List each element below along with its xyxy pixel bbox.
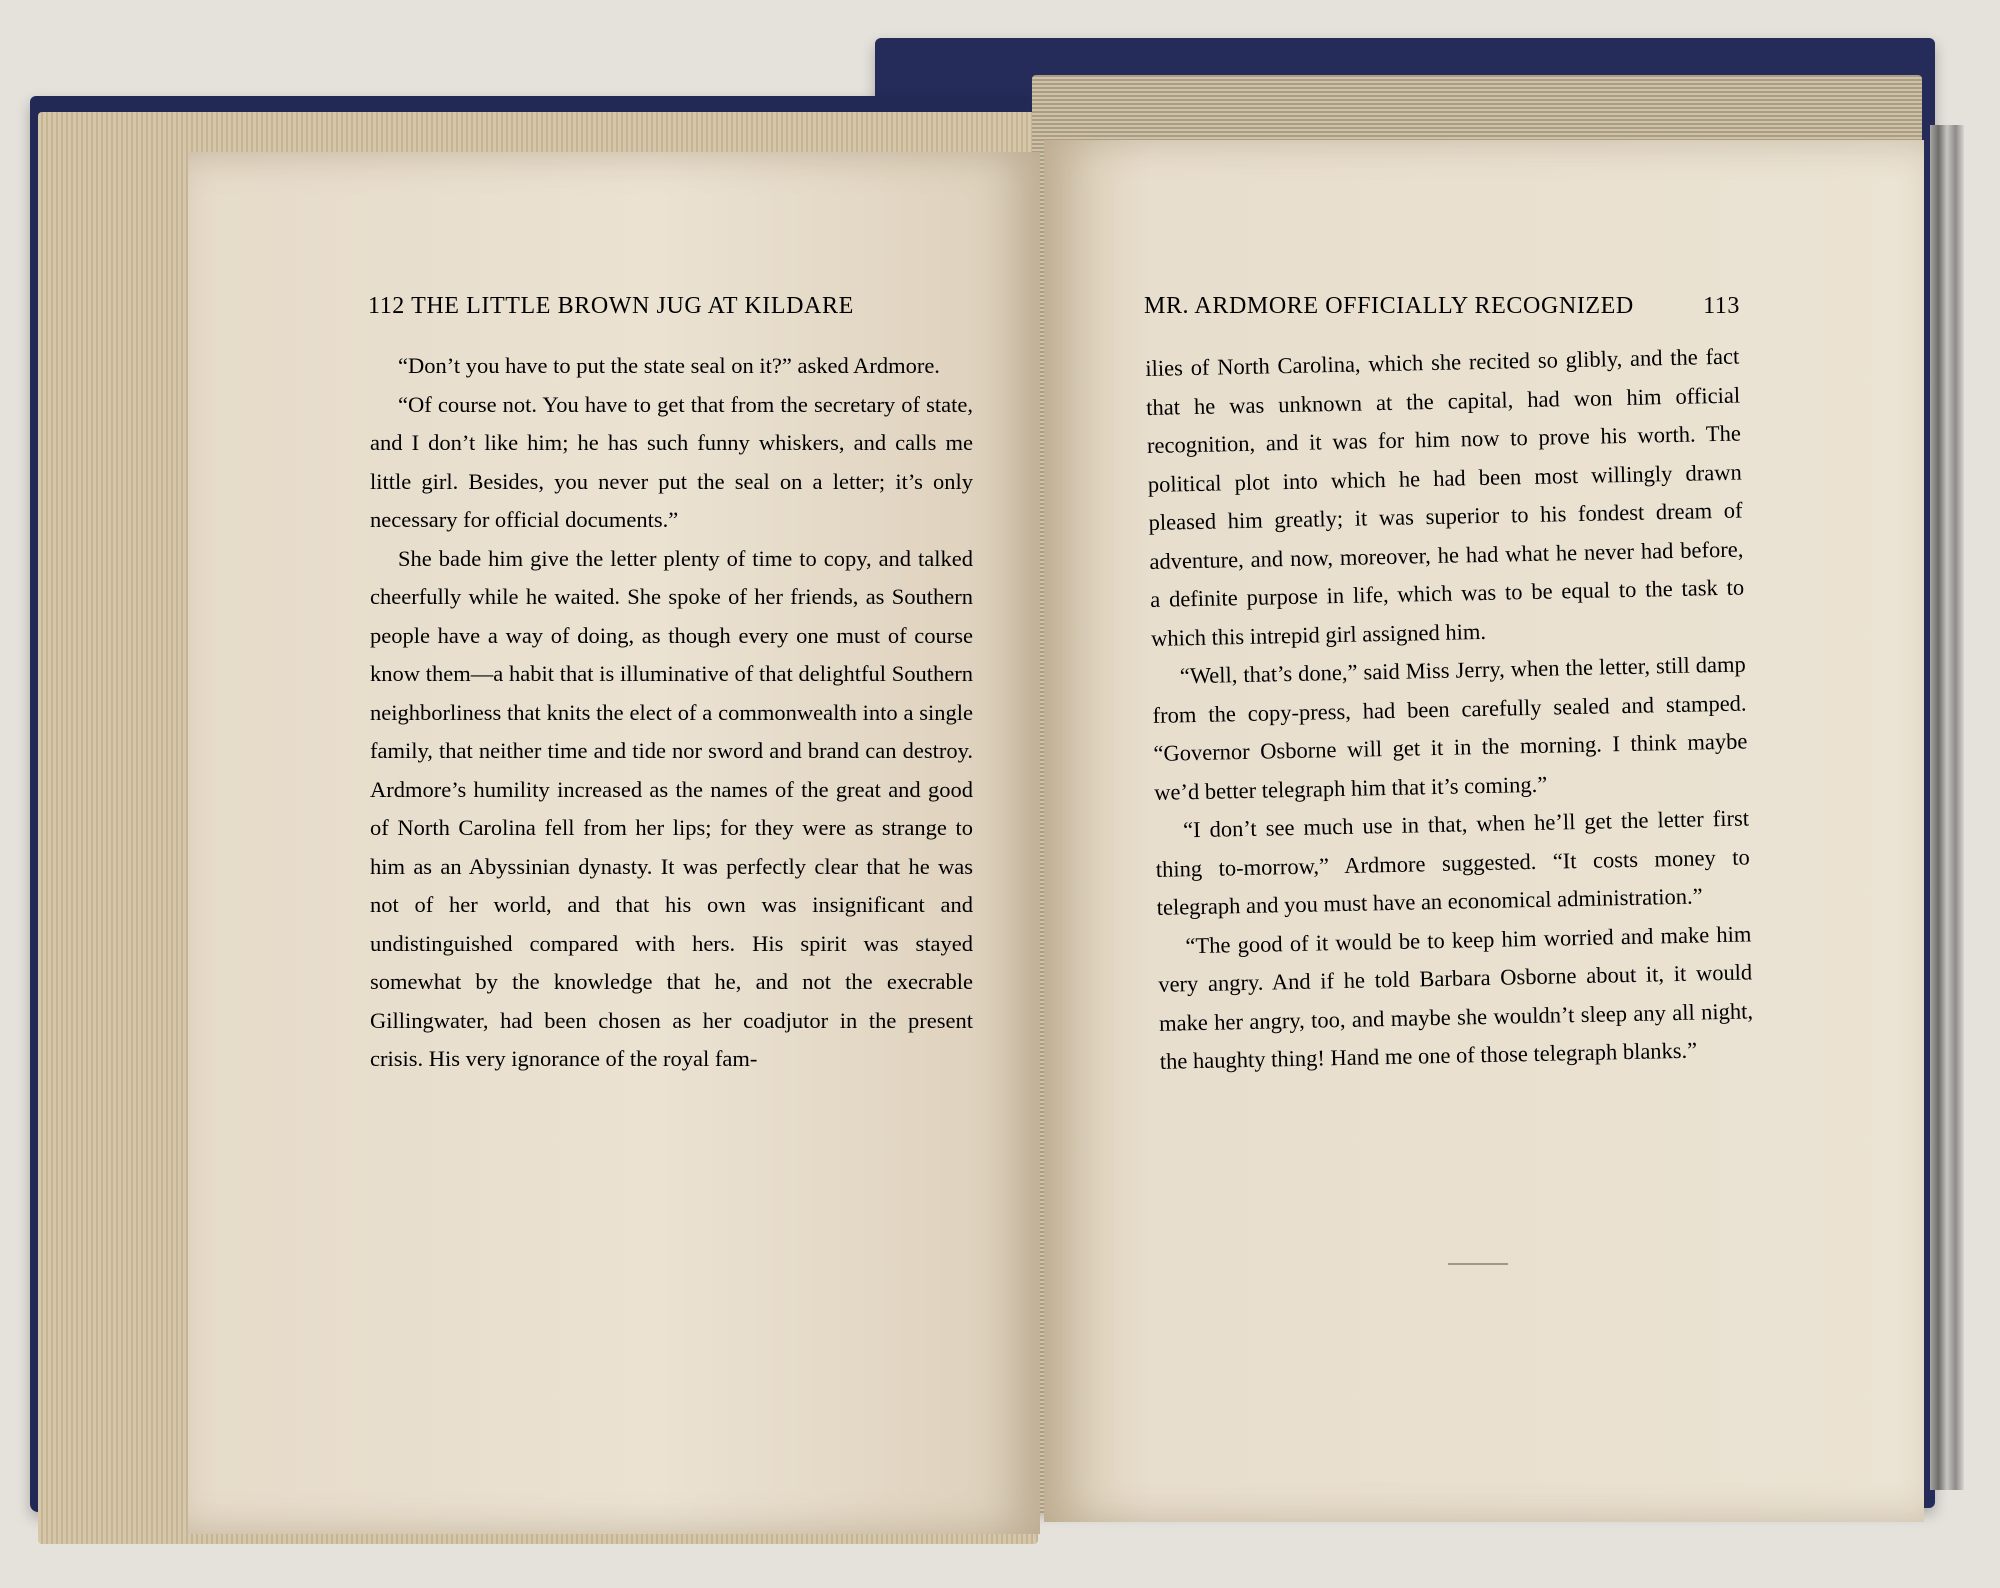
- right-running-header: [1144, 293, 1740, 320]
- left-page-text: [370, 347, 973, 1079]
- right-page-number: 113: [1703, 293, 1740, 319]
- right-page-text: [1145, 338, 1754, 1082]
- paragraph: “I don’t see much use in that, when he’ll get the letter first thing to-morrow,” Ardmore suggested. “It costs money to telegraph and you must have an economical administration.”: [1155, 805, 1751, 920]
- paragraph: “Don’t you have to put the state seal on it?” asked Ardmore.: [398, 353, 940, 378]
- paragraph: “Of course not. You have to get that from the secretary of state, and I don’t like him; he has such funny whiskers, and calls me little girl. Besides, you never put the seal on a letter; it’s only necessary for official documents.”: [370, 391, 973, 532]
- paragraph: ilies of North Carolina, which she recited so glibly, and the fact that he was unknown at the capital, had won him official recognition, and it was for him now to prove his worth. The political plot into which he had been most willingly drawn pleased him greatly; it was superior to his fondest dream of adventure, and now, moreover, he had what he never had before, a definite purpose in life, which was to be equal to the task to which this intrepid girl assigned him.: [1145, 343, 1745, 651]
- paragraph: “The good of it would be to keep him worried and make him very angry. And if he told Barbara Osborne about it, it would make her angry, too, and maybe she wouldn’t sleep any all night, the haughty thing! Hand me one of those telegraph blanks.”: [1158, 920, 1754, 1074]
- paragraph: “Well, that’s done,” said Miss Jerry, when the letter, still damp from the copy-press, had been carefully sealed and stamped. “Governor Osborne will get it in the morning. I think maybe we’d better telegraph him that it’s coming.”: [1152, 651, 1748, 805]
- right-header-title: MR. ARDMORE OFFICIALLY RECOGNIZED: [1144, 293, 1634, 319]
- paragraph: She bade him give the letter plenty of time to copy, and talked cheerfully while he waited. She spoke of her friends, as Southern people have a way of doing, as though every one must of course know them—a habit that is illuminative of that delightful Southern neighborliness that knits the elect of a commonwealth into a single family, that neither time and tide nor sword and brand can destroy. Ardmore’s humility increased as the names of the great and good of North Carolina fell from her lips; for they were as strange to him as an Abyssinian dynasty. It was perfectly clear that he was not of her world, and that his own was insignificant and undistinguished compared with hers. His spirit was stayed somewhat by the knowledge that he, and not the execrable Gillingwater, had been chosen as her coadjutor in the present crisis. His very ignorance of the royal fam-: [370, 545, 973, 1071]
- end-rule: [1448, 1263, 1508, 1265]
- page-edge-strip: [1930, 125, 1964, 1490]
- left-running-header: 112 THE LITTLE BROWN JUG AT KILDARE: [368, 293, 854, 319]
